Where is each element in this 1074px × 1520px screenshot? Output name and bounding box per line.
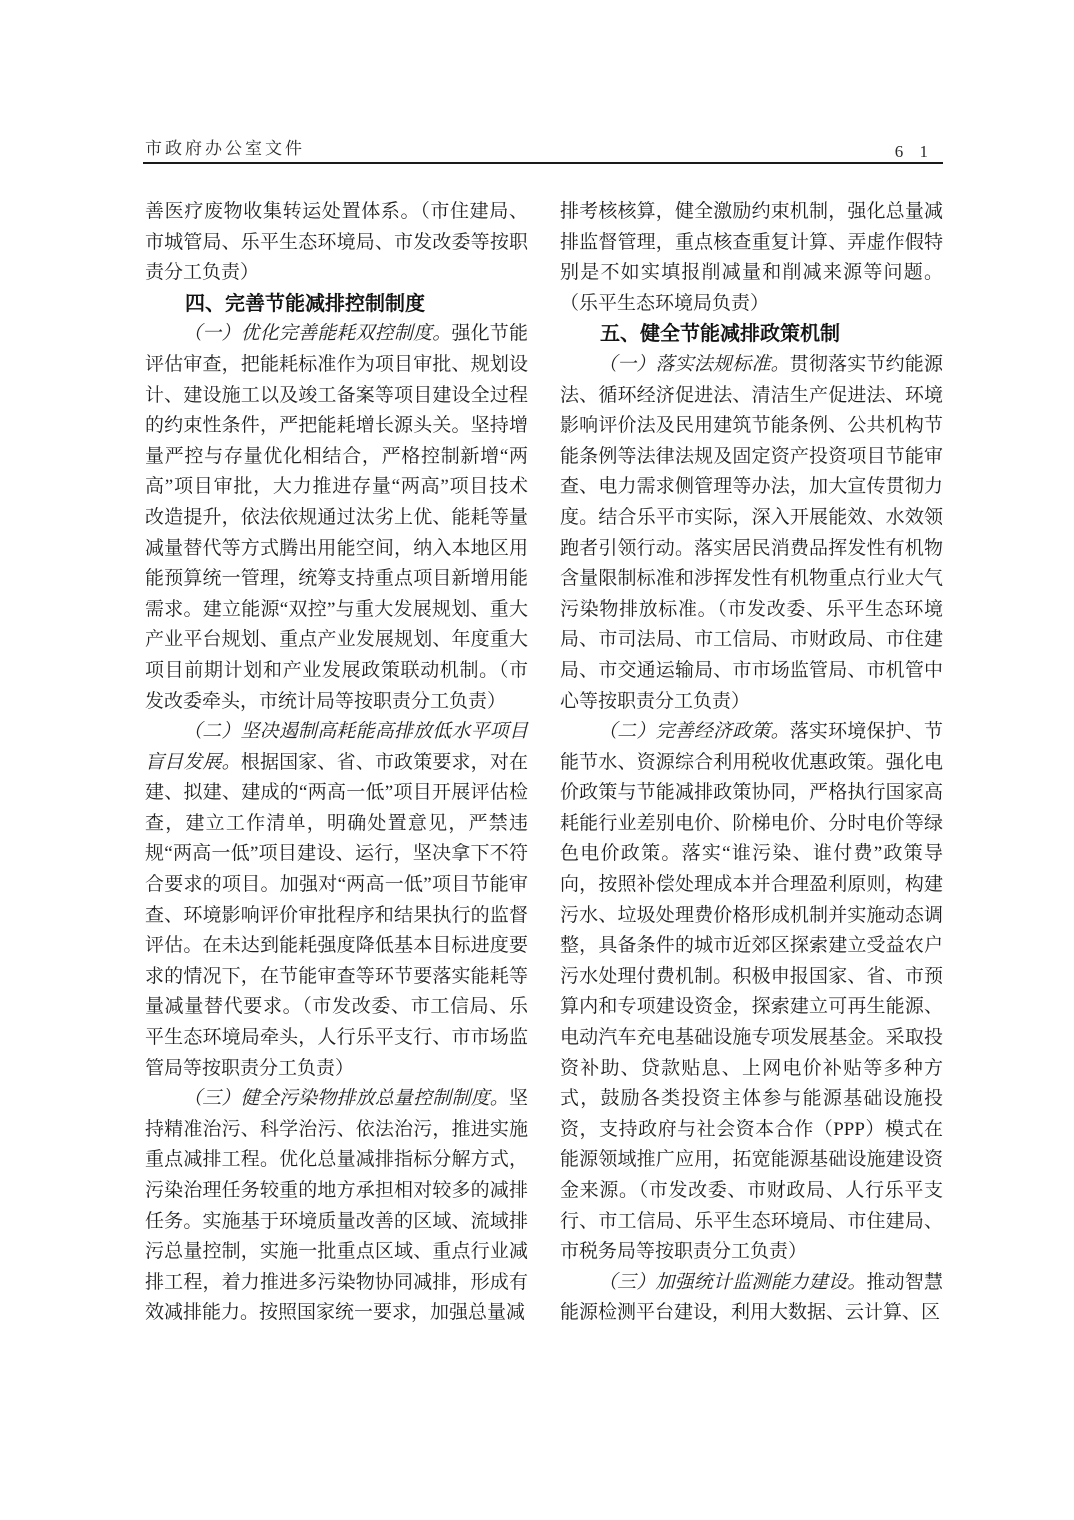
header-rule xyxy=(143,162,943,164)
paragraph xyxy=(145,717,528,1084)
section-heading: 四、完善节能减排控制制度 xyxy=(185,292,425,315)
paragraph-lead: （一）落实法规标准。 xyxy=(598,353,790,375)
paragraph-text: 根据国家、省、市政策要求，对在建、拟建、建成的“两高一低”项目开展评估检查，建立工作清单，明确处置意见，严禁违规“两高一低”项目建设、运行，坚决拿下不符合要求的项目。加强对“两高一低”项目节能审查、环境影响评价审批程序和结果执行的监督评估。在未达到能耗强度降低基本目标进度要求的情况下，在节能审查等环节要落实能耗等量减量替代要求。（市发改委、市工信局、乐平生态环境局牵头，人行乐平支行、市市场监管局等按职责分工负责） xyxy=(145,751,528,1079)
paragraph xyxy=(145,197,528,289)
paragraph-lead: （三）加强统计监测能力建设。 xyxy=(598,1271,867,1293)
header-page-number: 6 1 xyxy=(894,142,934,161)
text-column-right xyxy=(560,197,943,1329)
paragraph-lead: （一）优化完善能耗双控制度。 xyxy=(183,323,452,345)
paragraph xyxy=(560,197,943,319)
paragraph-lead: （三）健全污染物排放总量控制制度。 xyxy=(183,1088,509,1110)
text-column-left xyxy=(145,197,528,1329)
paragraph xyxy=(560,717,943,1268)
paragraph-lead: （二）坚决遏制高耗能高排放低水平项目盲目发展。 xyxy=(145,721,528,773)
paragraph-text: 落实环境保护、节能节水、资源综合利用税收优惠政策。强化电价政策与节能减排政策协同，严格执行国家高耗能行业差别电价、阶梯电价、分时电价等绿色电价政策。落实“谁污染、谁付费”政策导向，按照补偿处理成本并合理盈利原则，构建污水、垃圾处理费价格形成机制并实施动态调整，具备条件的城市近郊区探索建立受益农户污水处理付费机制。积极申报国家、省、市预算内和专项建设资金，探索建立可再生能源、电动汽车充电基础设施专项发展基金。采取投资补助、贷款贴息、上网电价补贴等多种方式，鼓励各类投资主体参与能源基础设施投资，支持政府与社会资本合作（PPP）模式在能源领域推广应用，拓宽能源基础设施建设资金来源。（市发改委、市财政局、人行乐平支行、市工信局、乐平生态环境局、市住建局、市税务局等按职责分工负责） xyxy=(560,721,943,1263)
paragraph-text: 排考核核算，健全激励约束机制，强化总量减排监督管理，重点核查重复计算、弄虚作假特别是不如实填报削减量和削减来源等问题。（乐平生态环境局负责） xyxy=(560,201,943,314)
paragraph-text: 强化节能评估审查，把能耗标准作为项目审批、规划设计、建设施工以及竣工备案等项目建设全过程的约束性条件，严把能耗增长源头关。坚持增量严控与存量优化相结合，严格控制新增“两高”项目审批，大力推进存量“两高”项目技术改造提升，依法依规通过汰劣上优、能耗等量减量替代等方式腾出用能空间，纳入本地区用能预算统一管理，统筹支持重点项目新增用能需求。建立能源“双控”与重大发展规划、重大产业平台规划、重点产业发展规划、年度重大项目前期计划和产业发展政策联动机制。（市发改委牵头，市统计局等按职责分工负责） xyxy=(145,323,528,712)
paragraph-text: 善医疗废物收集转运处置体系。（市住建局、市城管局、乐平生态环境局、市发改委等按职责分工负责） xyxy=(145,201,528,284)
section-heading: 五、健全节能减排政策机制 xyxy=(600,323,840,346)
paragraph-lead: （二）完善经济政策。 xyxy=(598,721,790,743)
paragraph xyxy=(145,319,528,717)
header-doc-label: 市政府办公室文件 xyxy=(145,139,305,158)
paragraph-text: 推动智慧能源检测平台建设，利用大数据、云计算、区 xyxy=(560,1271,943,1324)
paragraph xyxy=(145,1084,528,1329)
paragraph xyxy=(560,350,943,717)
paragraph-text: 坚持精准治污、科学治污、依法治污，推进实施重点减排工程。优化总量减排指标分解方式，污染治理任务较重的地方承担相对较多的减排任务。实施基于环境质量改善的区域、流域排污总量控制，实施一批重点区域、重点行业减排工程，着力推进多污染物协同减排，形成有效减排能力。按照国家统一要求，加强总量减 xyxy=(145,1088,528,1324)
paragraph xyxy=(560,1268,943,1329)
two-column-body xyxy=(145,197,943,1329)
paragraph-text: 贯彻落实节约能源法、循环经济促进法、清洁生产促进法、环境影响评价法及民用建筑节能条例、公共机构节能条例等法律法规及固定资产投资项目节能审查、电力需求侧管理等办法，加大宣传贯彻力度。结合乐平市实际，深入开展能效、水效领跑者引领行动。落实居民消费品挥发性有机物含量限制标准和涉挥发性有机物重点行业大气污染物排放标准。（市发改委、乐平生态环境局、市司法局、市工信局、市财政局、市住建局、市交通运输局、市市场监管局、市机管中心等按职责分工负责） xyxy=(560,353,943,712)
